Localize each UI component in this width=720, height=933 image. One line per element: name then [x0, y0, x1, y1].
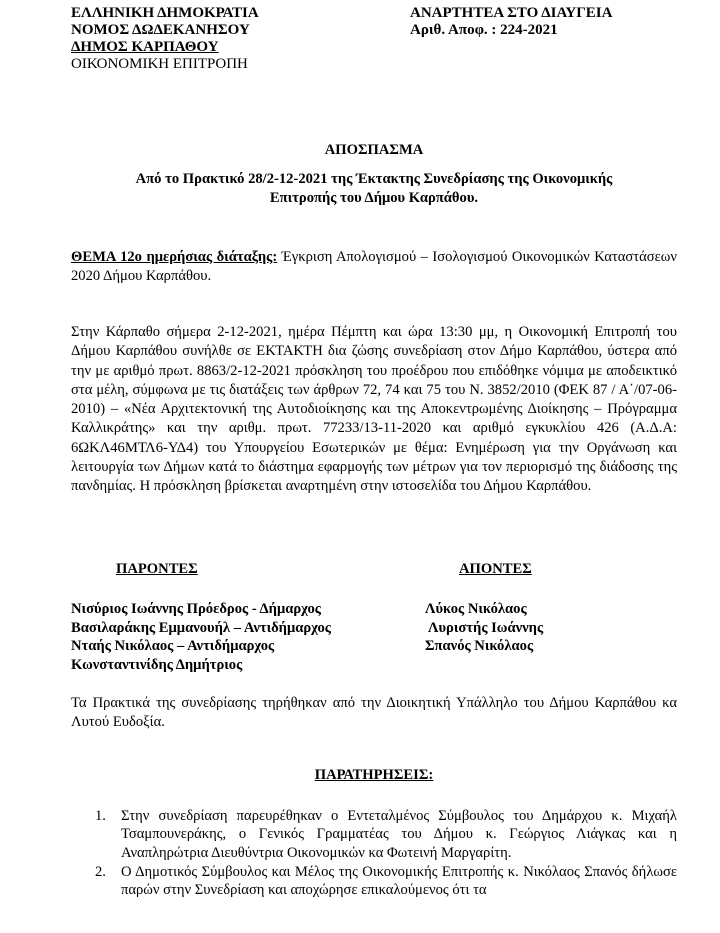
intro-paragraph: Στην Κάρπαθο σήμερα 2-12-2021, ημέρα Πέμπτη και ώρα 13:30 μμ, η Οικονομική Επιτροπή του Δήμου Καρπάθου συνήλθε σε ΕΚΤΑΚΤΗ δια ζώσης συνεδρίαση στον Δήμο Καρπάθου, ύστερα από την με αριθμό πρωτ. 8863/2-12-2021 πρόσκληση του προέδρου που επιδόθηκε νόμιμα με αποδεικτικό στα μέλη, σύμφωνα με τις διατάξεις των άρθρων 72, 74 και 75 του Ν. 3852/2010 (ΦΕΚ 87 / Α΄/07-06-2010) – «Νέα Αρχιτεκτονική της Αυτοδιοίκησης και της Αποκεντρωμένης Διοίκησης – Πρόγραμμα Καλλικράτης» και την αριθμ. πρωτ. 77233/13-11-2020 και αριθμό εγκυκλίου 426 (Α.Δ.Α: 6ΩΚΛ46ΜΤΛ6-ΥΔ4) του Υπουργείου Εσωτερικών με θέμα: Ενημέρωση για την Οργάνωση και λειτουργία των Δήμων κατά το διάστημα εφαρμογής των μέτρων για τον περιορισμό της διάδοσης της πανδημίας. Η πρόσκληση βρίσκεται αναρτημένη στην ιστοσελίδα του Δήμου Καρπάθου.	[71, 324, 677, 495]
publication-block	[410, 5, 680, 39]
document-title: ΑΠΟΣΠΑΣΜΑ	[324, 142, 424, 158]
absent-list	[425, 600, 543, 656]
issuer-prefecture: ΝΟΜΟΣ ΔΩΔΕΚΑΝΗΣΟΥ	[71, 22, 250, 38]
observations-list	[95, 807, 677, 900]
present-list	[71, 600, 331, 674]
subject-paragraph	[71, 248, 677, 287]
absent-member: Σπανός Νικόλαος	[425, 638, 534, 654]
observations-heading: ΠΑΡΑΤΗΡΗΣΕΙΣ:	[314, 767, 434, 783]
subject-text: Έγκριση Απολογισμού – Ισολογισμού Οικονομικών Καταστάσεων 2020 Δήμου Καρπάθου.	[71, 249, 677, 285]
absent-heading: ΑΠΟΝΤΕΣ	[459, 561, 532, 577]
present-member: Νισύριος Ιωάννης Πρόεδρος - Δήμαρχος	[71, 601, 321, 617]
observation-number: 2.	[95, 863, 106, 880]
subtitle-line-2: Επιτροπής του Δήμου Καρπάθου.	[269, 190, 479, 206]
minutes-paragraph: Τα Πρακτικά της συνεδρίασης τηρήθηκαν από την Διοικητική Υπάλληλο του Δήμου Καρπάθου κα Λυτού Ευδοξία.	[71, 695, 677, 731]
decision-number: Αριθ. Αποφ. : 224-2021	[410, 22, 558, 38]
observation-item	[95, 807, 677, 862]
absent-member: Λύκος Νικόλαος	[425, 601, 527, 617]
observation-text: Ο Δημοτικός Σύμβουλος και Μέλος της Οικονομικής Επιτροπής κ. Νικόλαος Σπανός δήλωσε παρών στην Συνεδρίαση και αποχώρησε επικαλούμενος ότι τα	[121, 863, 677, 899]
document-subtitle	[71, 170, 677, 208]
publication-note: ΑΝΑΡΤΗΤΕΑ ΣΤΟ ΔΙΑΥΓΕΙΑ	[410, 5, 613, 21]
present-member: Βασιλαράκης Εμμανουήλ – Αντιδήμαρχος	[71, 619, 331, 636]
present-member: Νταής Νικόλαος – Αντιδήμαρχος	[71, 638, 275, 654]
subtitle-line-1: Από το Πρακτικό 28/2-12-2021 της Έκτακτης Συνεδρίασης της Οικονομικής	[135, 171, 613, 187]
issuer-municipality: ΔΗΜΟΣ ΚΑΡΠΑΘΟΥ	[71, 39, 219, 55]
present-heading: ΠΑΡΟΝΤΕΣ	[116, 561, 198, 577]
present-member: Κωνσταντινίδης Δημήτριος	[71, 656, 243, 673]
issuer-country: ΕΛΛΗΝΙΚΗ ΔΗΜΟΚΡΑΤΙΑ	[71, 5, 259, 21]
issuer-committee: ΟΙΚΟΝΟΜΙΚΗ ΕΠΙΤΡΟΠΗ	[71, 56, 248, 72]
issuer-block	[71, 5, 331, 73]
observation-item	[95, 863, 677, 900]
absent-member: Λυριστής Ιωάννης	[428, 619, 544, 636]
subject-label: ΘΕΜΑ 12ο ημερήσιας διάταξης:	[71, 249, 278, 265]
observation-text: Στην συνεδρίαση παρευρέθηκαν ο Εντεταλμένος Σύμβουλος του Δημάρχου κ. Μιχαήλ Τσαμπουνεράκης, ο Γενικός Γραμματέας του Δήμου κ. Γεώργιος Λιάγκας και η Αναπληρώτρια Διευθύντρια Οικονομικών κα Φωτεινή Μαργαρίτη.	[121, 808, 677, 861]
observation-number: 1.	[95, 808, 106, 824]
